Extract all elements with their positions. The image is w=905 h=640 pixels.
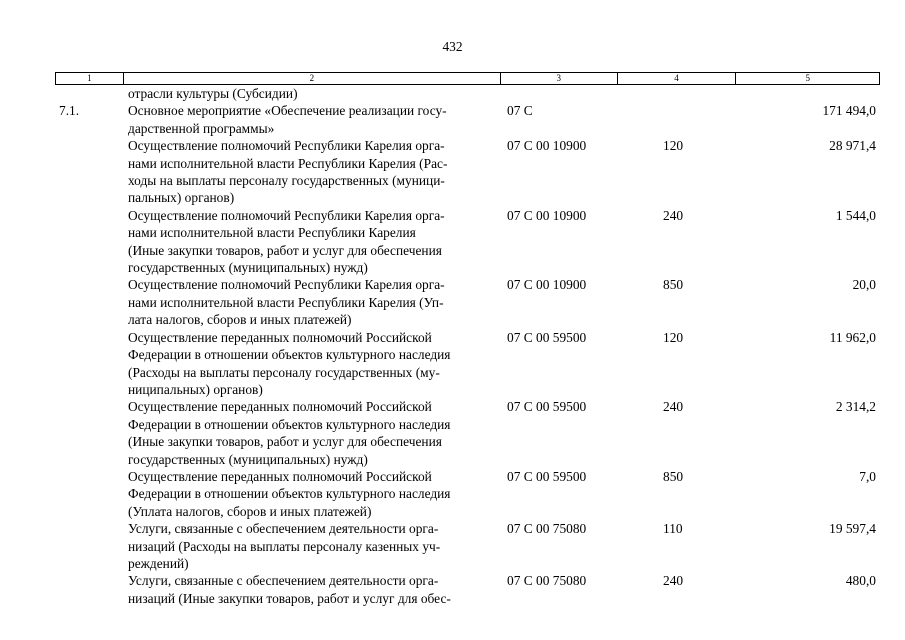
row-expense-type — [618, 85, 737, 102]
row-description — [123, 520, 501, 572]
table-row — [55, 329, 880, 399]
row-expense-type: 240 — [663, 573, 684, 589]
description-line: (Иные закупки товаров, работ и услуг для обеспечения — [128, 242, 442, 258]
table-row — [55, 207, 880, 277]
row-amount: 28 971,4 — [829, 138, 876, 154]
description-line: государственных (муниципальных) нужд) — [128, 451, 368, 467]
description-line: Осуществление полномочий Республики Карелия орга- — [128, 207, 445, 223]
description-line: (Уплата налогов, сборов и иных платежей) — [128, 503, 372, 519]
table-body — [55, 85, 880, 607]
table-row — [55, 102, 880, 137]
row-expense-type: 120 — [663, 138, 684, 154]
table-header — [55, 72, 880, 85]
row-code: 07 С 00 10900 — [507, 138, 587, 154]
row-number — [55, 137, 123, 207]
description-line: низаций (Иные закупки товаров, работ и услуг для обес- — [128, 590, 451, 606]
description-line: нами исполнительной власти Республики Карелия (Уп- — [128, 294, 444, 310]
row-amount: 171 494,0 — [822, 103, 876, 119]
row-expense-type — [618, 102, 737, 137]
row-expense-type: 850 — [663, 277, 684, 293]
description-line: нами исполнительной власти Республики Карелия (Рас- — [128, 155, 448, 171]
row-number — [55, 207, 123, 277]
header-col-5: 5 — [805, 73, 810, 83]
table-row — [55, 520, 880, 572]
row-number — [55, 276, 123, 328]
description-line: Осуществление полномочий Республики Карелия орга- — [128, 138, 445, 154]
row-code: 07 С 00 75080 — [507, 573, 587, 589]
description-line: низаций (Расходы на выплаты персоналу казенных уч- — [128, 538, 441, 554]
table-row — [55, 572, 880, 607]
row-expense-type: 240 — [663, 399, 684, 415]
description-line: лата налогов, сборов и иных платежей) — [128, 312, 352, 328]
description-line: реждений) — [128, 555, 189, 571]
row-description — [123, 329, 501, 399]
row-code: 07 С 00 10900 — [507, 277, 587, 293]
description-line: Федерации в отношении объектов культурного наследия — [128, 486, 451, 502]
description-line: Осуществление переданных полномочий Российской — [128, 468, 432, 484]
row-description — [123, 137, 501, 207]
row-code: 07 С 00 59500 — [507, 329, 587, 345]
row-code: 07 С 00 59500 — [507, 399, 587, 415]
description-line: Основное мероприятие «Обеспечение реализации госу- — [128, 103, 447, 119]
row-code: 07 С — [507, 103, 533, 119]
description-line: государственных (муниципальных) нужд) — [128, 260, 368, 276]
row-description — [123, 276, 501, 328]
description-line: Федерации в отношении объектов культурного наследия — [128, 347, 451, 363]
description-line: Осуществление полномочий Республики Карелия орга- — [128, 277, 445, 293]
description-line: Услуги, связанные с обеспечением деятельности орга- — [128, 573, 439, 589]
header-col-1: 1 — [56, 73, 124, 84]
description-line: нами исполнительной власти Республики Карелия — [128, 225, 416, 241]
description-line: Осуществление переданных полномочий Российской — [128, 399, 432, 415]
row-amount: 1 544,0 — [835, 207, 876, 223]
row-number — [55, 329, 123, 399]
header-col-4: 4 — [618, 73, 737, 84]
page-number: 432 — [442, 39, 463, 54]
row-description — [123, 207, 501, 277]
row-number — [55, 520, 123, 572]
description-line: ходы на выплаты персоналу государственных (муници- — [128, 173, 445, 189]
row-amount: 11 962,0 — [829, 329, 876, 345]
row-amount: 7,0 — [859, 468, 876, 484]
description-line: отрасли культуры (Субсидии) — [128, 86, 298, 101]
row-number — [55, 468, 123, 520]
row-expense-type: 110 — [663, 521, 683, 537]
table-row — [55, 276, 880, 328]
table-row — [55, 137, 880, 207]
description-line: (Иные закупки товаров, работ и услуг для обеспечения — [128, 434, 442, 450]
row-number — [55, 85, 123, 102]
row-expense-type: 120 — [663, 329, 684, 345]
row-amount: 480,0 — [845, 573, 876, 589]
description-line: пальных) органов) — [128, 190, 235, 206]
row-amount: 2 314,2 — [835, 399, 876, 415]
table-row — [55, 398, 880, 468]
row-description — [123, 85, 501, 102]
description-line: Услуги, связанные с обеспечением деятельности орга- — [128, 521, 439, 537]
row-description — [123, 572, 501, 607]
header-col-2: 2 — [124, 73, 501, 84]
row-code: 07 С 00 75080 — [507, 521, 587, 537]
description-line: (Расходы на выплаты персоналу государственных (му- — [128, 364, 440, 380]
description-line: дарственной программы» — [128, 120, 275, 136]
description-line: ниципальных) органов) — [128, 381, 263, 397]
row-number — [55, 398, 123, 468]
row-number: 7.1. — [59, 103, 80, 119]
row-expense-type: 240 — [663, 207, 684, 223]
row-code: 07 С 00 59500 — [507, 468, 587, 484]
row-code — [501, 85, 618, 102]
row-amount — [737, 85, 880, 102]
row-amount: 20,0 — [852, 277, 876, 293]
row-description — [123, 398, 501, 468]
table-row — [55, 468, 880, 520]
row-description — [123, 468, 501, 520]
row-expense-type: 850 — [663, 468, 684, 484]
row-number — [55, 572, 123, 607]
header-col-3: 3 — [501, 73, 618, 84]
description-line: Осуществление переданных полномочий Российской — [128, 329, 432, 345]
row-code: 07 С 00 10900 — [507, 207, 587, 223]
table-row — [55, 85, 880, 102]
description-line: Федерации в отношении объектов культурного наследия — [128, 416, 451, 432]
row-amount: 19 597,4 — [829, 521, 876, 537]
row-description — [123, 102, 501, 137]
